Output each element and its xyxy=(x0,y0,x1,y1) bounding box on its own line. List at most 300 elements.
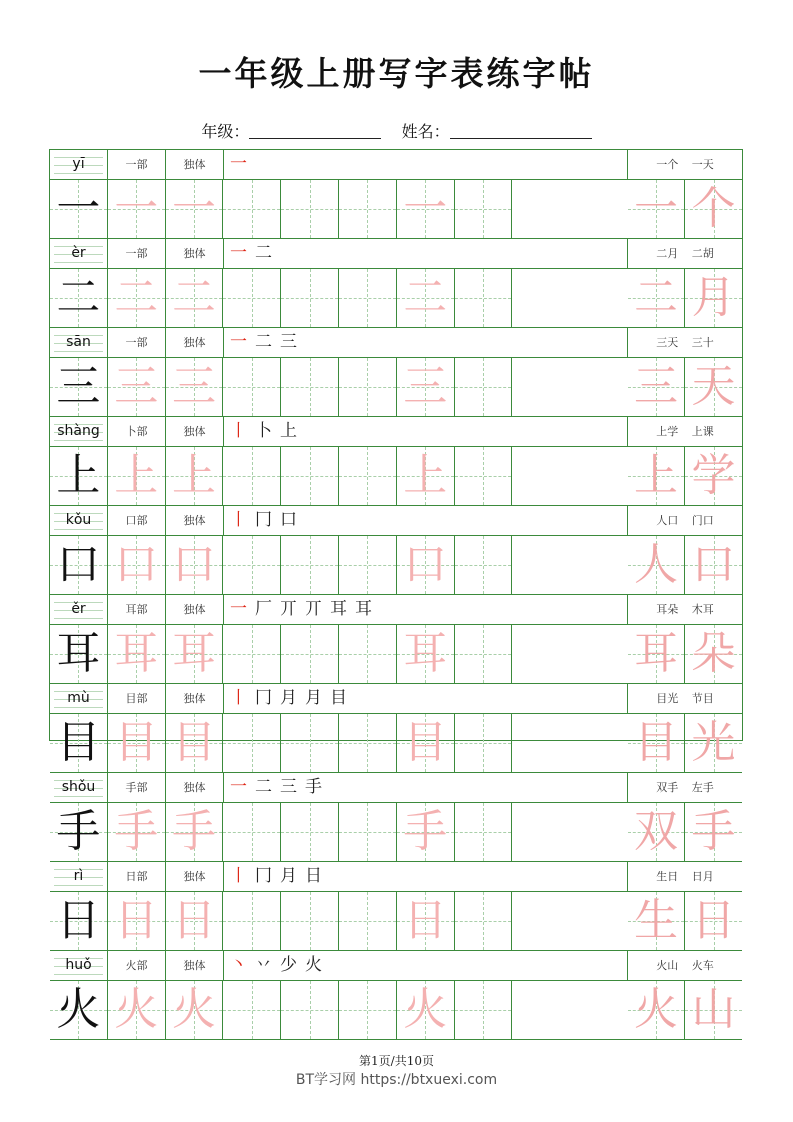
word-char: 三 xyxy=(634,361,678,412)
trace-char: 二 xyxy=(171,272,216,323)
practice-box[interactable] xyxy=(455,803,513,861)
practice-box[interactable] xyxy=(223,803,281,861)
radical: 一部 xyxy=(108,150,166,179)
word-char-box xyxy=(685,892,742,950)
info-row xyxy=(50,595,742,625)
trace-box[interactable] xyxy=(108,358,166,416)
word: 节目 xyxy=(691,692,714,705)
trace-box[interactable] xyxy=(108,447,166,505)
trace-char: 二 xyxy=(403,272,448,323)
trace-char: 上 xyxy=(114,450,159,501)
practice-box[interactable] xyxy=(455,536,513,594)
practice-grid-row xyxy=(50,892,742,951)
model-char-box xyxy=(50,269,108,327)
trace-char: 三 xyxy=(171,361,216,412)
stroke-step: 上 xyxy=(280,421,297,441)
trace-box[interactable] xyxy=(108,536,166,594)
trace-char: 火 xyxy=(403,984,448,1035)
trace-char: 日 xyxy=(403,895,448,946)
practice-box[interactable] xyxy=(339,625,397,683)
stroke-step: 三 xyxy=(280,777,297,797)
trace-char: 口 xyxy=(171,539,216,590)
example-words xyxy=(628,328,742,357)
model-char: 日 xyxy=(56,895,101,946)
trace-box[interactable] xyxy=(397,447,455,505)
grade-label: 年级： xyxy=(201,122,250,141)
word-char-box xyxy=(628,981,685,1039)
practice-box[interactable] xyxy=(223,714,281,772)
practice-box[interactable] xyxy=(339,180,397,238)
grade-field[interactable] xyxy=(249,122,381,139)
pinyin-cell xyxy=(50,239,108,268)
practice-box[interactable] xyxy=(339,803,397,861)
word-char: 山 xyxy=(691,984,736,1035)
info-row xyxy=(50,862,742,892)
practice-sheet xyxy=(49,149,743,1035)
trace-box[interactable] xyxy=(166,892,224,950)
stroke-order xyxy=(224,417,628,446)
pinyin: èr xyxy=(71,245,86,261)
practice-box[interactable] xyxy=(455,358,513,416)
stroke-order xyxy=(224,328,628,357)
info-row xyxy=(50,150,742,180)
word-char: 二 xyxy=(634,272,678,323)
word-char-box xyxy=(628,803,685,861)
word-char: 耳 xyxy=(634,628,678,679)
structure: 独体 xyxy=(166,506,224,535)
trace-char: 手 xyxy=(114,806,159,857)
trace-box[interactable] xyxy=(397,981,455,1039)
pinyin-cell xyxy=(50,684,108,713)
practice-grid-row xyxy=(50,625,742,684)
word: 二胡 xyxy=(691,247,714,260)
pinyin-cell xyxy=(50,595,108,624)
stroke-order xyxy=(224,239,628,268)
pinyin: huǒ xyxy=(65,957,92,973)
word: 二月 xyxy=(656,247,679,260)
pinyin-cell xyxy=(50,150,108,179)
word-char-box xyxy=(685,269,742,327)
trace-char: 二 xyxy=(114,272,159,323)
word-char-box xyxy=(628,269,685,327)
practice-box[interactable] xyxy=(339,981,397,1039)
stroke-step: 手 xyxy=(305,777,322,797)
word-char-box xyxy=(628,714,685,772)
trace-box[interactable] xyxy=(108,981,166,1039)
practice-box[interactable] xyxy=(281,714,339,772)
word: 三十 xyxy=(691,336,714,349)
trace-char: 口 xyxy=(114,539,159,590)
practice-box[interactable] xyxy=(455,625,513,683)
model-char-box xyxy=(50,625,108,683)
model-char: 耳 xyxy=(56,628,101,679)
practice-box[interactable] xyxy=(339,447,397,505)
word: 生日 xyxy=(656,870,679,883)
trace-box[interactable] xyxy=(108,803,166,861)
structure: 独体 xyxy=(166,684,224,713)
word-char: 上 xyxy=(634,450,678,501)
trace-box[interactable] xyxy=(108,714,166,772)
stroke-step: 冂 xyxy=(255,510,272,530)
info-row xyxy=(50,506,742,536)
pinyin: yī xyxy=(72,156,85,172)
radical: 一部 xyxy=(108,239,166,268)
word-char: 日 xyxy=(691,895,736,946)
stroke-step: 一 xyxy=(230,243,247,263)
example-words xyxy=(628,862,742,891)
word-char: 个 xyxy=(691,183,736,234)
stroke-step: 丨 xyxy=(230,510,247,530)
practice-box[interactable] xyxy=(223,447,281,505)
stroke-step: 耳 xyxy=(355,599,372,619)
structure: 独体 xyxy=(166,773,224,802)
word-char: 手 xyxy=(691,806,736,857)
radical: 日部 xyxy=(108,862,166,891)
trace-box[interactable] xyxy=(397,180,455,238)
model-char: 火 xyxy=(56,984,101,1035)
word-char: 人 xyxy=(634,539,678,590)
practice-box[interactable] xyxy=(223,892,281,950)
word: 门口 xyxy=(691,514,714,527)
stroke-step: 目 xyxy=(330,688,347,708)
trace-box[interactable] xyxy=(397,714,455,772)
trace-char: 一 xyxy=(114,183,159,234)
trace-box[interactable] xyxy=(166,180,224,238)
pinyin: mù xyxy=(67,690,90,706)
pinyin-cell xyxy=(50,328,108,357)
trace-char: 耳 xyxy=(403,628,448,679)
practice-grid-row xyxy=(50,981,742,1040)
model-char: 目 xyxy=(56,717,101,768)
stroke-step: 丨 xyxy=(230,688,247,708)
info-row xyxy=(50,417,742,447)
radical: 口部 xyxy=(108,506,166,535)
stroke-step: 三 xyxy=(280,332,297,352)
stroke-step: 月 xyxy=(305,688,322,708)
practice-box[interactable] xyxy=(281,625,339,683)
practice-box[interactable] xyxy=(339,892,397,950)
word-char-box xyxy=(685,447,742,505)
word-char-box xyxy=(685,625,742,683)
pinyin: sān xyxy=(66,334,91,350)
radical: 手部 xyxy=(108,773,166,802)
trace-char: 手 xyxy=(403,806,448,857)
stroke-step: 丨 xyxy=(230,421,247,441)
practice-box[interactable] xyxy=(223,180,281,238)
model-char-box xyxy=(50,714,108,772)
site-watermark: BT学习网 https://btxuexi.com xyxy=(295,1072,498,1088)
stroke-step: 丷 xyxy=(255,955,272,975)
word-char-box xyxy=(628,536,685,594)
radical: 卜部 xyxy=(108,417,166,446)
model-char-box xyxy=(50,803,108,861)
practice-box[interactable] xyxy=(339,269,397,327)
word-char-box xyxy=(628,625,685,683)
stroke-step: 一 xyxy=(230,777,247,797)
trace-char: 耳 xyxy=(114,628,159,679)
stroke-step: 一 xyxy=(230,332,247,352)
trace-char: 三 xyxy=(114,361,159,412)
word-char: 火 xyxy=(634,984,678,1035)
stroke-step: 一 xyxy=(230,154,247,174)
radical: 一部 xyxy=(108,328,166,357)
practice-box[interactable] xyxy=(281,447,339,505)
info-row xyxy=(50,773,742,803)
structure: 独体 xyxy=(166,862,224,891)
info-row xyxy=(50,684,742,714)
practice-grid-row xyxy=(50,269,742,328)
word-char: 双 xyxy=(634,806,678,857)
page-title: 一年级上册写字表练字帖 xyxy=(198,54,595,93)
trace-char: 火 xyxy=(171,984,216,1035)
practice-grid-row xyxy=(50,536,742,595)
stroke-step: 二 xyxy=(255,243,272,263)
model-char-box xyxy=(50,358,108,416)
trace-char: 上 xyxy=(171,450,216,501)
structure: 独体 xyxy=(166,328,224,357)
trace-box[interactable] xyxy=(397,892,455,950)
pinyin-cell xyxy=(50,417,108,446)
trace-char: 一 xyxy=(403,183,448,234)
pinyin: rì xyxy=(73,868,84,884)
info-row xyxy=(50,328,742,358)
model-char-box xyxy=(50,447,108,505)
word: 一个 xyxy=(656,158,679,171)
stroke-order xyxy=(224,773,628,802)
trace-char: 目 xyxy=(171,717,216,768)
stroke-step: 卜 xyxy=(255,421,272,441)
trace-char: 口 xyxy=(403,539,448,590)
trace-char: 耳 xyxy=(171,628,216,679)
practice-box[interactable] xyxy=(455,892,513,950)
trace-box[interactable] xyxy=(397,625,455,683)
stroke-step: 丌 xyxy=(305,599,322,619)
trace-box[interactable] xyxy=(166,447,224,505)
pinyin: kǒu xyxy=(65,512,92,528)
trace-char: 上 xyxy=(403,450,448,501)
radical: 耳部 xyxy=(108,595,166,624)
pinyin: shǒu xyxy=(61,779,96,795)
model-char: 一 xyxy=(56,183,101,234)
trace-box[interactable] xyxy=(166,625,224,683)
trace-box[interactable] xyxy=(397,536,455,594)
stroke-step: 冂 xyxy=(255,866,272,886)
practice-box[interactable] xyxy=(223,981,281,1039)
practice-box[interactable] xyxy=(281,358,339,416)
word: 火车 xyxy=(691,959,714,972)
trace-box[interactable] xyxy=(108,180,166,238)
practice-grid-row xyxy=(50,447,742,506)
word: 一天 xyxy=(691,158,714,171)
model-char-box xyxy=(50,180,108,238)
example-words xyxy=(628,951,742,980)
info-row xyxy=(50,239,742,269)
page-number: 第1页/共10页 xyxy=(359,1054,434,1068)
word-char-box xyxy=(628,892,685,950)
trace-box[interactable] xyxy=(166,536,224,594)
trace-box[interactable] xyxy=(108,892,166,950)
trace-char: 日 xyxy=(114,895,159,946)
practice-box[interactable] xyxy=(281,180,339,238)
trace-char: 一 xyxy=(171,183,216,234)
practice-box[interactable] xyxy=(281,269,339,327)
word: 三天 xyxy=(656,336,679,349)
model-char: 二 xyxy=(56,272,101,323)
word-char-box xyxy=(685,714,742,772)
word-char: 朵 xyxy=(691,628,736,679)
word-char: 生 xyxy=(634,895,678,946)
word: 上课 xyxy=(691,425,714,438)
pinyin-cell xyxy=(50,773,108,802)
stroke-step: 耳 xyxy=(330,599,347,619)
stroke-step: 月 xyxy=(280,866,297,886)
model-char: 口 xyxy=(56,539,101,590)
pinyin-cell xyxy=(50,862,108,891)
practice-box[interactable] xyxy=(281,803,339,861)
word-char-box xyxy=(685,180,742,238)
practice-box[interactable] xyxy=(455,269,513,327)
stroke-step: 丌 xyxy=(280,599,297,619)
practice-grid-row xyxy=(50,714,742,773)
practice-box[interactable] xyxy=(455,447,513,505)
trace-char: 日 xyxy=(171,895,216,946)
student-info xyxy=(0,120,793,144)
info-row xyxy=(50,951,742,981)
practice-box[interactable] xyxy=(223,625,281,683)
example-words xyxy=(628,150,742,179)
radical: 目部 xyxy=(108,684,166,713)
name-label: 姓名： xyxy=(401,122,450,141)
practice-box[interactable] xyxy=(281,892,339,950)
pinyin-cell xyxy=(50,506,108,535)
stroke-step: 月 xyxy=(280,688,297,708)
example-words xyxy=(628,684,742,713)
practice-grid-row xyxy=(50,803,742,862)
practice-box[interactable] xyxy=(339,536,397,594)
word-char: 光 xyxy=(691,717,736,768)
model-char: 三 xyxy=(56,361,101,412)
word: 左手 xyxy=(691,781,714,794)
pinyin-cell xyxy=(50,951,108,980)
stroke-order xyxy=(224,150,628,179)
trace-box[interactable] xyxy=(397,358,455,416)
stroke-step: 冂 xyxy=(255,688,272,708)
stroke-step: 丶 xyxy=(230,955,247,975)
trace-box[interactable] xyxy=(166,714,224,772)
pinyin: ěr xyxy=(71,601,86,617)
word: 木耳 xyxy=(691,603,714,616)
word-char-box xyxy=(685,981,742,1039)
model-char-box xyxy=(50,536,108,594)
example-words xyxy=(628,506,742,535)
practice-box[interactable] xyxy=(223,358,281,416)
word-char-box xyxy=(685,358,742,416)
model-char-box xyxy=(50,892,108,950)
stroke-step: 一 xyxy=(230,599,247,619)
practice-box[interactable] xyxy=(455,180,513,238)
practice-box[interactable] xyxy=(223,269,281,327)
practice-box[interactable] xyxy=(281,536,339,594)
word: 耳朵 xyxy=(656,603,679,616)
practice-grid-row xyxy=(50,358,742,417)
stroke-step: 丨 xyxy=(230,866,247,886)
word-char: 月 xyxy=(691,272,736,323)
example-words xyxy=(628,417,742,446)
stroke-step: 日 xyxy=(305,866,322,886)
word-char-box xyxy=(685,803,742,861)
trace-char: 三 xyxy=(403,361,448,412)
structure: 独体 xyxy=(166,150,224,179)
word-char-box xyxy=(685,536,742,594)
word: 上学 xyxy=(656,425,679,438)
word-char: 天 xyxy=(691,361,736,412)
stroke-step: 少 xyxy=(280,955,297,975)
word: 双手 xyxy=(656,781,679,794)
model-char: 上 xyxy=(56,450,101,501)
practice-box[interactable] xyxy=(223,536,281,594)
example-words xyxy=(628,773,742,802)
trace-box[interactable] xyxy=(166,803,224,861)
trace-box[interactable] xyxy=(397,803,455,861)
radical: 火部 xyxy=(108,951,166,980)
trace-char: 目 xyxy=(114,717,159,768)
model-char-box xyxy=(50,981,108,1039)
stroke-order xyxy=(224,506,628,535)
structure: 独体 xyxy=(166,951,224,980)
stroke-step: 厂 xyxy=(255,599,272,619)
pinyin: shàng xyxy=(57,423,100,439)
trace-box[interactable] xyxy=(166,269,224,327)
practice-box[interactable] xyxy=(339,358,397,416)
word-char-box xyxy=(628,447,685,505)
trace-char: 手 xyxy=(171,806,216,857)
stroke-order xyxy=(224,862,628,891)
structure: 独体 xyxy=(166,595,224,624)
stroke-order xyxy=(224,684,628,713)
word: 目光 xyxy=(656,692,679,705)
trace-box[interactable] xyxy=(397,269,455,327)
practice-grid-row xyxy=(50,180,742,239)
trace-char: 目 xyxy=(403,717,448,768)
name-field[interactable] xyxy=(450,122,592,139)
practice-box[interactable] xyxy=(455,981,513,1039)
word-char: 一 xyxy=(634,183,678,234)
structure: 独体 xyxy=(166,239,224,268)
stroke-step: 二 xyxy=(255,332,272,352)
stroke-step: 二 xyxy=(255,777,272,797)
model-char: 手 xyxy=(56,806,101,857)
stroke-step: 口 xyxy=(280,510,297,530)
trace-box[interactable] xyxy=(108,625,166,683)
trace-box[interactable] xyxy=(108,269,166,327)
word-char-box xyxy=(628,358,685,416)
trace-box[interactable] xyxy=(166,358,224,416)
practice-box[interactable] xyxy=(339,714,397,772)
structure: 独体 xyxy=(166,417,224,446)
practice-box[interactable] xyxy=(281,981,339,1039)
word: 人口 xyxy=(656,514,679,527)
word: 日月 xyxy=(691,870,714,883)
word-char: 目 xyxy=(634,717,678,768)
practice-box[interactable] xyxy=(455,714,513,772)
stroke-step: 火 xyxy=(305,955,322,975)
word-char: 口 xyxy=(691,539,736,590)
example-words xyxy=(628,595,742,624)
trace-box[interactable] xyxy=(166,981,224,1039)
word-char: 学 xyxy=(691,450,736,501)
trace-char: 火 xyxy=(114,984,159,1035)
word-char-box xyxy=(628,180,685,238)
